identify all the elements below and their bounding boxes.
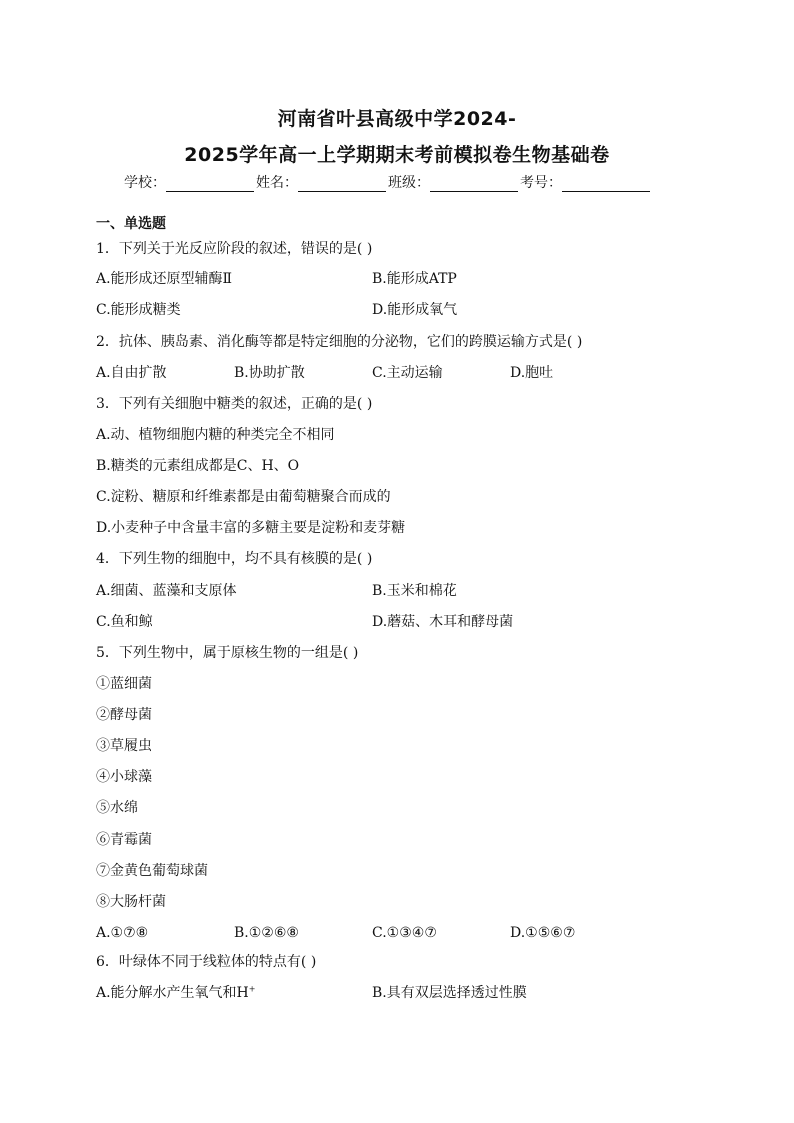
student-info-row [124,172,652,192]
question-5-item: ④小球藻 [96,769,152,785]
exam-no-blank[interactable] [562,177,650,192]
question-1-option-a: A.能形成还原型辅酶Ⅱ [96,271,233,287]
question-5-item: ⑧大肠杆菌 [96,894,166,910]
question-5-option-b: B.①②⑥⑧ [234,925,299,941]
question-5-item: ②酵母菌 [96,707,152,723]
question-6-option-b: B.具有双层选择透过性膜 [372,985,527,1001]
question-4-option-d: D.蘑菇、木耳和酵母菌 [372,614,514,630]
question-1-option-c: C.能形成糖类 [96,302,181,318]
question-3-option-a: A.动、植物细胞内糖的种类完全不相同 [96,427,335,443]
page-title-line-1: 河南省叶县高级中学2024- [277,108,517,130]
school-label: 学校： [124,175,166,191]
question-4-stem: 4．下列生物的细胞中，均不具有核膜的是( ) [96,551,373,567]
question-6-option-a-text: A.能分解水产生氧气和H [96,985,249,1001]
question-3-option-c: C.淀粉、糖原和纤维素都是由葡萄糖聚合而成的 [96,489,391,505]
school-blank[interactable] [166,177,254,192]
question-5-stem: 5．下列生物中，属于原核生物的一组是( ) [96,645,359,661]
question-5-option-c: C.①③④⑦ [372,925,437,941]
class-blank[interactable] [430,177,518,192]
question-3-option-d: D.小麦种子中含量丰富的多糖主要是淀粉和麦芽糖 [96,520,406,536]
question-2-option-b: B.协助扩散 [234,365,305,381]
question-5-option-d: D.①⑤⑥⑦ [510,925,576,941]
question-5-item: ⑥青霉菌 [96,832,152,848]
question-2-option-a: A.自由扩散 [96,365,167,381]
question-5-item: ①蓝细菌 [96,676,152,692]
question-4-option-a: A.细菌、蓝藻和支原体 [96,583,237,599]
class-label: 班级： [388,175,430,191]
name-blank[interactable] [298,177,386,192]
question-1-option-b: B.能形成ATP [372,271,457,287]
exam-no-label: 考号： [520,175,562,191]
question-5-item: ⑤水绵 [96,800,138,816]
question-1-stem: 1．下列关于光反应阶段的叙述，错误的是( ) [96,241,373,257]
question-4-option-c: C.鱼和鲸 [96,614,153,630]
question-6-option-a [96,985,255,1001]
superscript-plus: + [248,984,256,994]
name-label: 姓名： [256,175,298,191]
question-5-option-a: A.①⑦⑧ [96,925,149,941]
question-5-item: ⑦金黄色葡萄球菌 [96,863,208,879]
section-heading: 一、单选题 [96,216,166,232]
question-2-stem: 2．抗体、胰岛素、消化酶等都是特定细胞的分泌物，它们的跨膜运输方式是( ) [96,334,583,350]
question-2-option-d: D.胞吐 [510,365,554,381]
question-2-option-c: C.主动运输 [372,365,443,381]
question-3-option-b: B.糖类的元素组成都是C、H、O [96,458,300,474]
question-5-item: ③草履虫 [96,738,152,754]
page-title-line-2: 2025学年高一上学期期末考前模拟卷生物基础卷 [184,144,610,166]
question-1-option-d: D.能形成氧气 [372,302,458,318]
question-3-stem: 3．下列有关细胞中糖类的叙述，正确的是( ) [96,396,373,412]
question-4-option-b: B.玉米和棉花 [372,583,457,599]
question-6-stem: 6．叶绿体不同于线粒体的特点有( ) [96,954,317,970]
